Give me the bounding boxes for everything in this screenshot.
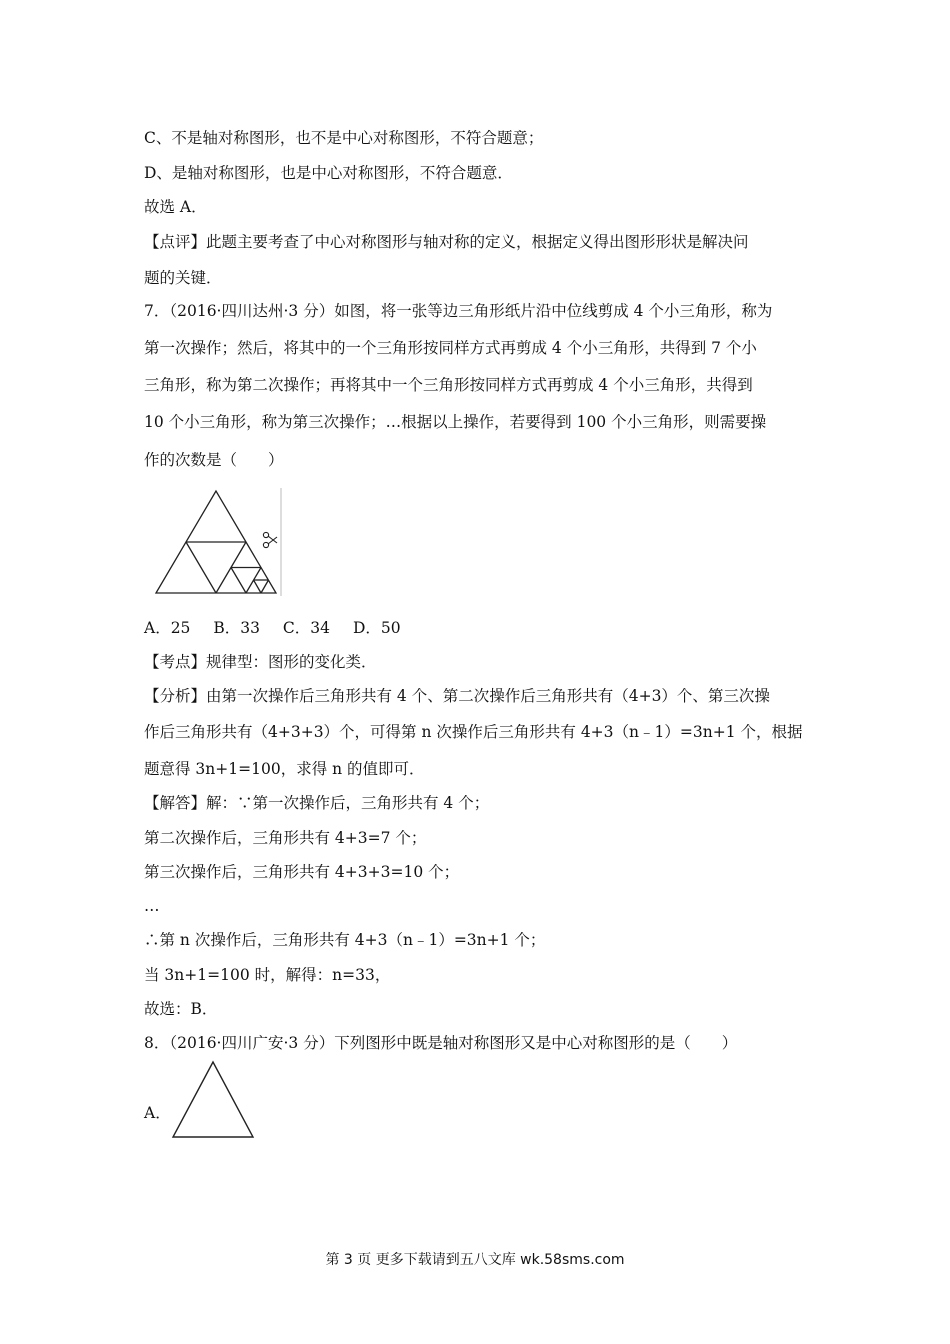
solution-answer: 故选：B． <box>144 1000 218 1018</box>
line-c: C、不是轴对称图形，也不是中心对称图形，不符合题意； <box>144 129 544 147</box>
analysis-line-2: 作后三角形共有（4+3+3）个，可得第 n 次操作后三角形共有 4+3（n﹣1）=3n+1 个，根据 <box>144 723 803 741</box>
q7-options <box>144 618 419 638</box>
analysis-line-3: 题意得 3n+1=100，求得 n 的值即可． <box>144 760 425 778</box>
q8-line: 8．（2016·四川广安·3 分）下列图形中既是轴对称图形又是中心对称图形的是（ ） <box>144 1034 738 1052</box>
solution-ellipsis: … <box>144 897 160 915</box>
solution-line-1: 【解答】解：∵第一次操作后，三角形共有 4 个； <box>144 794 490 812</box>
line-d: D、是轴对称图形，也是中心对称图形，不符合题意． <box>144 164 513 182</box>
q7-line-3: 三角形，称为第二次操作；再将其中一个三角形按同样方式再剪成 4 个小三角形，共得到 <box>144 376 753 394</box>
q7-line-5: 作的次数是（ ） <box>144 451 284 469</box>
q7-option-b: B．33 <box>213 619 260 637</box>
q7-option-d: D．50 <box>352 619 401 637</box>
page-footer: 第 3 页 更多下载请到五八文库 wk.58sms.com <box>325 1252 625 1268</box>
analysis-line-1: 【分析】由第一次操作后三角形共有 4 个、第二次操作后三角形共有（4+3）个、第三次操 <box>144 687 770 705</box>
q7-line-2: 第一次操作；然后，将其中的一个三角形按同样方式再剪成 4 个小三角形，共得到 7 个小 <box>144 339 757 357</box>
topic-line: 【考点】规律型：图形的变化类． <box>144 653 377 671</box>
solution-line-4: ∴第 n 次操作后，三角形共有 4+3（n﹣1）=3n+1 个； <box>144 931 546 949</box>
answer-choice: 故选 A． <box>144 198 207 216</box>
scissors-icon <box>263 532 277 547</box>
q8-triangle-figure <box>170 1058 258 1142</box>
comment-line-1: 【点评】此题主要考查了中心对称图形与轴对称的定义，根据定义得出图形形状是解决问 <box>144 233 749 251</box>
q8-option-a-label: A． <box>144 1104 171 1122</box>
solution-line-5: 当 3n+1=100 时，解得：n=33， <box>144 966 391 984</box>
q7-option-a: A．25 <box>144 619 191 637</box>
q7-line-1: 7．（2016·四川达州·3 分）如图，将一张等边三角形纸片沿中位线剪成 4 个小三角形，称为 <box>144 302 773 320</box>
triangle-cutting-figure <box>146 488 286 598</box>
q7-line-4: 10 个小三角形，称为第三次操作；…根据以上操作，若要得到 100 个小三角形，则需要操 <box>144 413 767 431</box>
comment-line-2: 题的关键． <box>144 269 222 287</box>
solution-line-2: 第二次操作后，三角形共有 4+3=7 个； <box>144 829 427 847</box>
solution-line-3: 第三次操作后，三角形共有 4+3+3=10 个； <box>144 863 460 881</box>
q7-option-c: C．34 <box>282 619 331 637</box>
